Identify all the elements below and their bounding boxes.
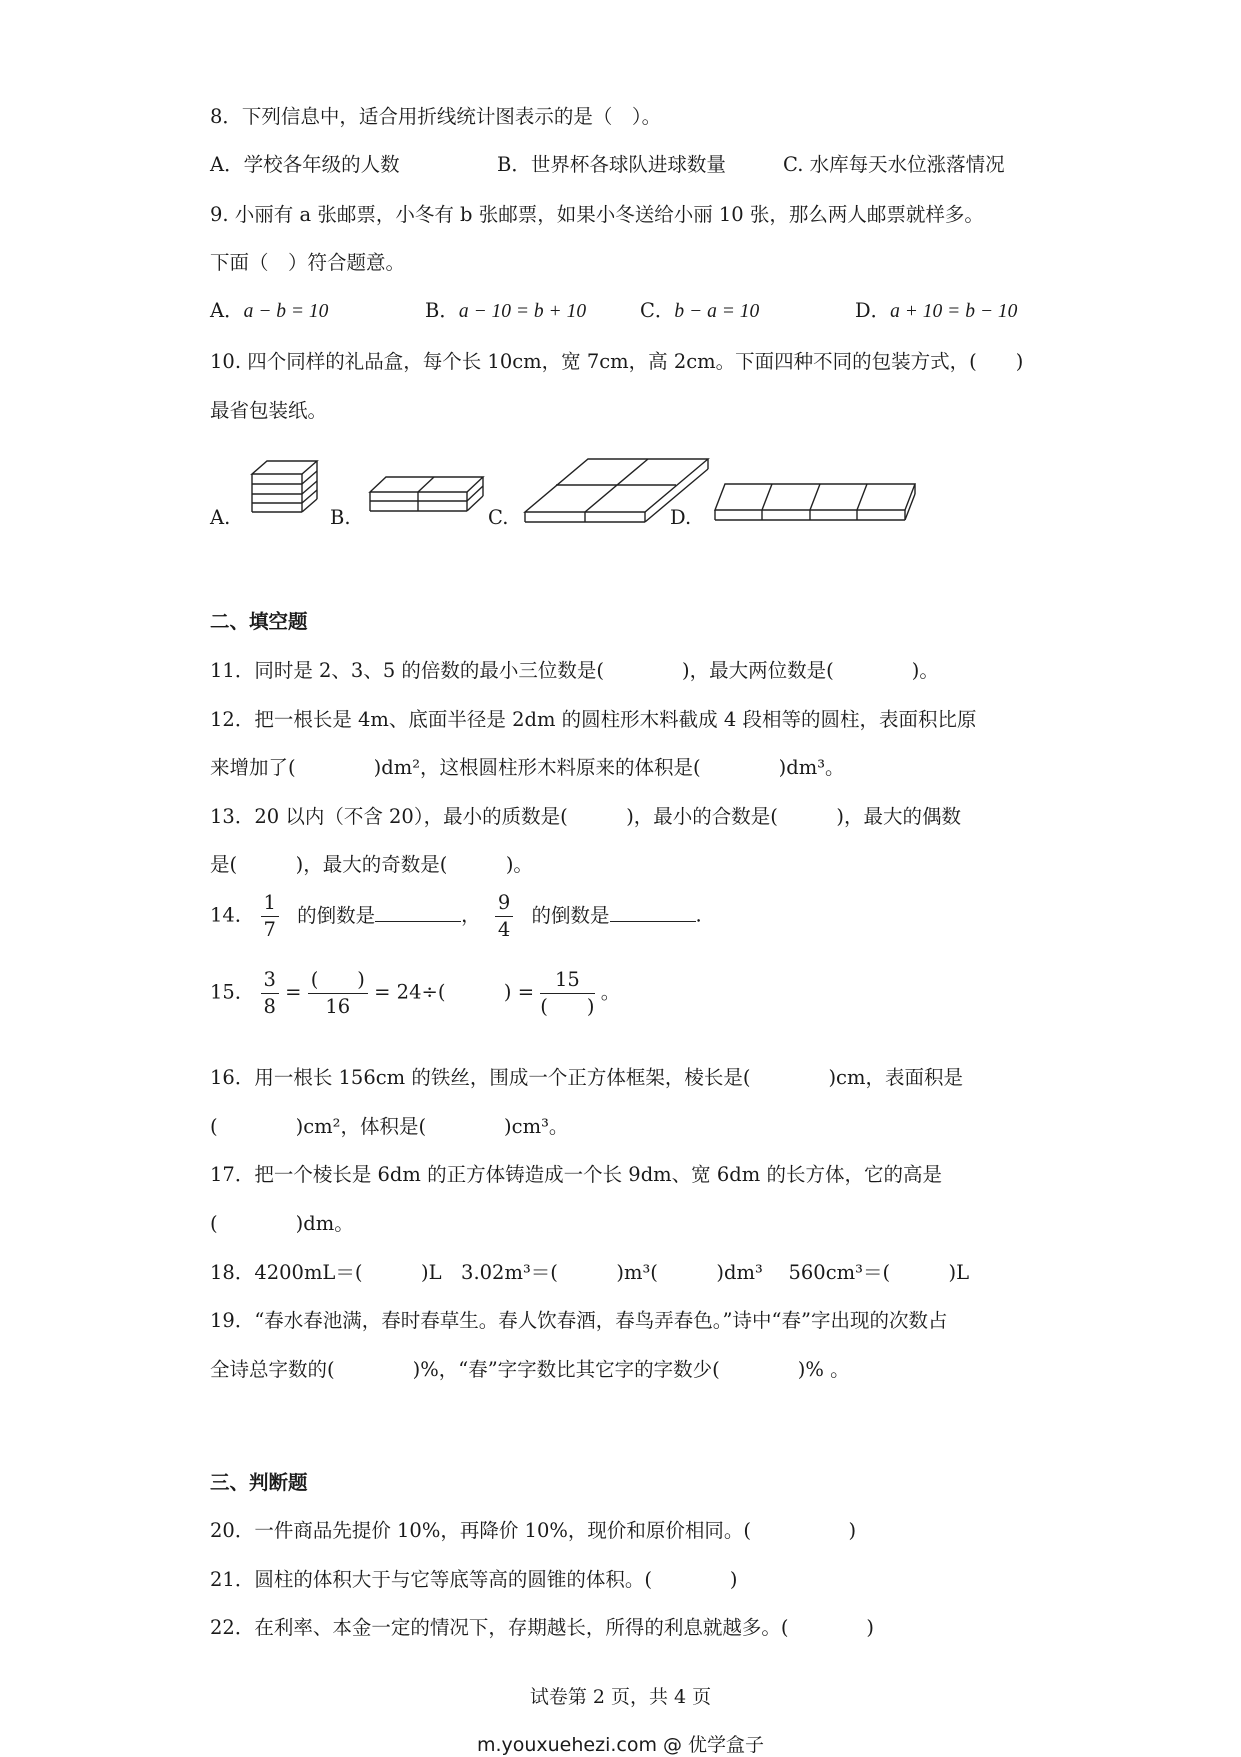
q14-fraction-1 xyxy=(261,893,279,939)
q10-label-d: D. xyxy=(670,506,692,529)
q8-option-a: A．学校各年级的人数 xyxy=(210,153,400,176)
q13-line1: 13．20 以内（不含 20），最小的质数是( )，最小的合数是( )，最大的偶数 xyxy=(210,805,962,828)
q15-fraction-3-numerator: 15 xyxy=(540,970,594,994)
figure-a-stack xyxy=(252,461,317,512)
q15-fraction-1-denominator: 8 xyxy=(263,994,276,1018)
q19-line1: 19．“春水春池满，春时春草生。春人饮春酒，春鸟弄春色。”诗中“春”字出现的次数占 xyxy=(210,1309,948,1332)
figure-d-boxes xyxy=(715,484,915,520)
q9-line2: 下面（ ）符合题意。 xyxy=(210,251,406,274)
q10-line2: 最省包装纸。 xyxy=(210,399,328,422)
section-true-false-title: 三、判断题 xyxy=(210,1471,308,1494)
q8-option-b: B．世界杯各球队进球数量 xyxy=(497,153,726,176)
q10-label-a: A. xyxy=(210,506,231,529)
q9-option-a xyxy=(210,301,328,322)
q9-option-c-expr: b − a = 10 xyxy=(674,301,760,322)
q22: 22．在利率、本金一定的情况下，存期越长，所得的利息就越多。( ) xyxy=(210,1616,875,1639)
q15-fraction-2-numerator: ( ) xyxy=(308,970,368,994)
q20: 20．一件商品先提价 10%，再降价 10%，现价和原价相同。( ) xyxy=(210,1519,857,1542)
q9-line1: 9. 小丽有 a 张邮票，小冬有 b 张邮票，如果小冬送给小丽 10 张，那么两人邮票就样多。 xyxy=(210,203,984,226)
q11: 11．同时是 2、3、5 的倍数的最小三位数是( )，最大两位数是( )。 xyxy=(210,659,939,682)
q16-line2: ( )cm²，体积是( )cm³。 xyxy=(210,1115,569,1138)
q9-option-a-label: A． xyxy=(210,299,244,322)
site-watermark: m.youxuehezi.com @ 优学盒子 xyxy=(476,1734,765,1756)
page-footer: 试卷第 2 页，共 4 页 xyxy=(529,1686,712,1708)
q14-separator: ， xyxy=(461,903,481,927)
q13-line2: 是( )，最大的奇数是( )。 xyxy=(210,853,533,876)
q9-option-a-expr: a − b = 10 xyxy=(243,301,329,322)
q9-option-d xyxy=(855,301,1017,322)
q15-middle-text: = 24÷( ) = xyxy=(374,980,535,1004)
q9-option-b xyxy=(425,301,586,322)
q19-line2: 全诗总字数的( )%，“春”字字数比其它字的字数少( )% 。 xyxy=(210,1358,850,1381)
q15-fraction-2 xyxy=(308,970,368,1016)
q14-text-2: 的倒数是 xyxy=(531,903,610,927)
q14-label: 14． xyxy=(210,903,255,927)
q14-fraction-2 xyxy=(495,893,513,939)
q18: 18．4200mL＝( )L 3.02m³＝( )m³( )dm³ 560cm³＝( )L xyxy=(210,1261,970,1284)
q15-end: 。 xyxy=(600,980,621,1004)
q10-line1: 10. 四个同样的礼品盒，每个长 10cm，宽 7cm，高 2cm。下面四种不同的包装方式，( ) xyxy=(210,350,1024,373)
q10-figure-svg xyxy=(205,440,925,540)
q9-option-d-label: D． xyxy=(855,299,891,322)
q14-fraction-1-denominator: 7 xyxy=(263,917,276,941)
q14-dot: . xyxy=(695,903,702,927)
q14-fraction-1-numerator: 1 xyxy=(261,893,279,917)
q12-line1: 12．把一根长是 4m、底面半径是 2dm 的圆柱形木料截成 4 段相等的圆柱，表面积比原 xyxy=(210,708,977,731)
section-fill-in-title: 二、填空题 xyxy=(210,610,308,633)
q14 xyxy=(210,893,702,939)
q14-text-1: 的倒数是 xyxy=(297,903,376,927)
q9-option-c xyxy=(640,301,759,322)
figure-b-boxes xyxy=(370,477,483,511)
q16-line1: 16．用一根长 156cm 的铁丝，围成一个正方体框架，棱长是( )cm，表面积是 xyxy=(210,1066,963,1089)
q9-option-b-expr: a − 10 = b + 10 xyxy=(458,301,587,322)
q8-stem: 8．下列信息中，适合用折线统计图表示的是（ ）。 xyxy=(210,105,662,128)
q15-fraction-3-denominator: ( ) xyxy=(540,994,595,1018)
q15-fraction-1-numerator: 3 xyxy=(261,970,279,994)
q12-line2: 来增加了( )dm²，这根圆柱形木料原来的体积是( )dm³。 xyxy=(210,756,845,779)
q15 xyxy=(210,970,620,1016)
q10-figures xyxy=(205,440,925,544)
q15-fraction-3 xyxy=(540,970,594,1016)
q15-label: 15． xyxy=(210,980,255,1004)
q14-fraction-2-numerator: 9 xyxy=(495,893,513,917)
q14-blank-1 xyxy=(375,921,461,922)
q14-blank-2 xyxy=(610,921,696,922)
q10-label-c: C. xyxy=(488,506,509,529)
q10-label-b: B. xyxy=(330,506,351,529)
q21: 21．圆柱的体积大于与它等底等高的圆锥的体积。( ) xyxy=(210,1568,738,1591)
q17-line1: 17．把一个棱长是 6dm 的正方体铸造成一个长 9dm、宽 6dm 的长方体，它的高是 xyxy=(210,1163,942,1186)
q9-option-c-label: C． xyxy=(640,299,675,322)
q14-fraction-2-denominator: 4 xyxy=(497,917,511,941)
q15-equals: = xyxy=(285,980,302,1004)
q9-option-d-expr: a + 10 = b − 10 xyxy=(890,301,1018,322)
q15-fraction-2-denominator: 16 xyxy=(325,994,351,1018)
q8-option-c: C. 水库每天水位涨落情况 xyxy=(783,153,1005,176)
q17-line2: ( )dm。 xyxy=(210,1212,354,1235)
q15-fraction-1 xyxy=(261,970,279,1016)
q9-option-b-label: B． xyxy=(425,299,459,322)
